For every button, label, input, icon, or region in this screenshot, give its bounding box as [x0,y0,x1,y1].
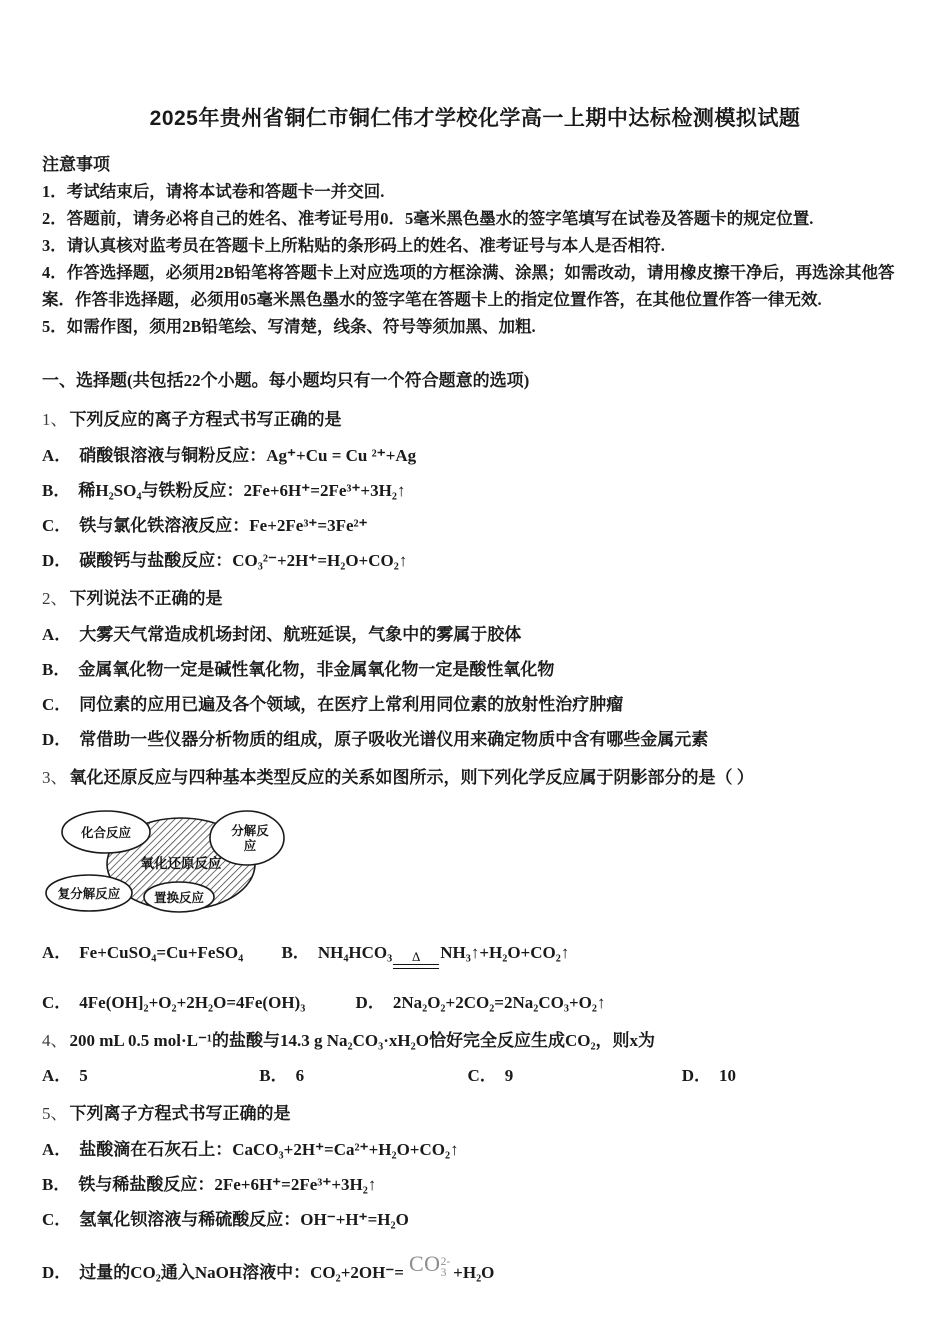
question-5-number: 5、 [42,1104,68,1123]
question-3-option-d: D． 2Na₂O₂+2CO₂=2Na₂CO₃+O₂↑ [355,993,606,1012]
question-3-text: 氧化还原反应与四种基本类型反应的关系如图所示，则下列化学反应属于阴影部分的是（ ） [69,768,754,787]
question-3-number: 3、 [42,768,68,787]
venn-decomposition-label-2: 应 [243,839,257,853]
notice-item-4: 4．作答选择题，必须用2B铅笔将答题卡上对应选项的方框涂满、涂黑；如需改动，请用橡皮擦干净后，再选涂其他答案．作答非选择题，必须用05毫米黑色墨水的签字笔在答题卡上的指定位置作答，在其他位置作答一律无效. [42,263,895,309]
exam-body [0,152,950,1285]
question-4-text: 200 mL 0.5 mol·L⁻¹的盐酸与14.3 g Na₂CO₃·xH₂O恰好完全反应生成CO₂，则x为 [69,1031,656,1050]
notice-item-3: 3．请认真核对监考员在答题卡上所粘贴的条形码上的姓名、准考证号与本人是否相符. [42,236,665,255]
question-1-option-b: B． 稀H₂SO₄与铁粉反应：2Fe+6H⁺=2Fe³⁺+3H₂↑ [42,481,406,500]
section-heading: 一、选择题(共包括22个小题。每小题均只有一个符合题意的选项) [42,371,530,390]
question-5-option-d: D． 过量的CO₂通入NaOH溶液中：CO₂+2OH⁻= CO 2- 3 +H₂O [42,1251,495,1282]
question-5-option-b: B． 铁与稀盐酸反应：2Fe+6H⁺=2Fe³⁺+3H₂↑ [42,1175,377,1194]
question-1-option-c: C． 铁与氯化铁溶液反应：Fe+2Fe³⁺=3Fe²⁺ [42,516,368,535]
question-2-stem [42,586,908,612]
question-5-stem [42,1101,908,1127]
question-2-option-a: A． 大雾天气常造成机场封闭、航班延误，气象中的雾属于胶体 [42,625,522,644]
notice-item-1: 1．考试结束后，请将本试卷和答题卡一并交回. [42,182,385,201]
question-4-option-a: A． 5 [42,1066,88,1085]
question-4-option-b: B． 6 [259,1066,305,1085]
question-1-stem [42,407,908,433]
question-2-option-c: C． 同位素的应用已遍及各个领域，在医疗上常利用同位素的放射性治疗肿瘤 [42,695,624,714]
question-2-text: 下列说法不正确的是 [69,589,223,608]
carbonate-ion-formula: CO 2- 3 [409,1251,451,1279]
question-5-text: 下列离子方程式书写正确的是 [69,1104,291,1123]
notice-item-5: 5．如需作图，须用2B铅笔绘、写清楚，线条、符号等须加黑、加粗. [42,317,536,336]
question-3-options-row-1 [42,941,908,969]
question-2-option-b: B． 金属氧化物一定是碱性氧化物，非金属氧化物一定是酸性氧化物 [42,660,555,679]
question-2-number: 2、 [42,589,68,608]
question-1-option-d: D． 碳酸钙与盐酸反应：CO₃²⁻+2H⁺=H₂O+CO₂↑ [42,551,408,570]
venn-diagram [45,807,323,919]
question-4-options-row [42,1064,908,1088]
question-4-option-d: D． 10 [681,1066,737,1085]
venn-redox-label: 氧化还原反应 [140,856,222,871]
question-3-option-c: C． 4Fe(OH]₂+O₂+2H₂O=4Fe(OH)₃ [42,993,306,1012]
question-5-option-c: C． 氢氧化钡溶液与稀硫酸反应：OH⁻+H⁺=H₂O [42,1210,409,1229]
venn-decomposition-label-1: 分解反 [231,824,269,838]
formula-superscript: 2- [440,1256,451,1268]
venn-metathesis-label: 复分解反应 [57,887,121,901]
page-title: 2025年贵州省铜仁市铜仁伟才学校化学高一上期中达标检测模拟试题 [149,107,801,130]
formula-subscript: 3 [440,1267,447,1279]
venn-combination-label: 化合反应 [80,826,132,840]
double-bar [393,964,439,969]
question-3-option-a: A． Fe+CuSO₄=Cu+FeSO₄ [42,943,244,962]
question-2-option-d: D． 常借助一些仪器分析物质的组成，原子吸收光谱仪用来确定物质中含有哪些金属元素 [42,730,709,749]
question-1-number: 1、 [42,410,68,429]
reaction-condition-delta: Δ [393,950,439,969]
question-1-text: 下列反应的离子方程式书写正确的是 [69,410,342,429]
notice-item-2: 2．答题前，请务必将自己的姓名、准考证号用0．5毫米黑色墨水的签字笔填写在试卷及答题卡的规定位置. [42,209,814,228]
notice-heading: 注意事项 [42,155,110,174]
question-3-options-row-2 [42,991,908,1015]
question-3-stem [42,765,908,791]
question-3-option-b: B． NH₄HCO₃ Δ NH₃↑+H₂O+CO₂↑ [281,941,569,969]
question-4-number: 4、 [42,1031,68,1050]
question-4-option-c: C． 9 [467,1066,514,1085]
question-5-option-a: A． 盐酸滴在石灰石上：CaCO₃+2H⁺=Ca²⁺+H₂O+CO₂↑ [42,1140,459,1159]
question-1-option-a: A． 硝酸银溶液与铜粉反应：Ag⁺+Cu = Cu ²⁺+Ag [42,446,417,465]
venn-displacement-label: 置换反应 [153,891,205,905]
question-4-stem [42,1028,908,1054]
